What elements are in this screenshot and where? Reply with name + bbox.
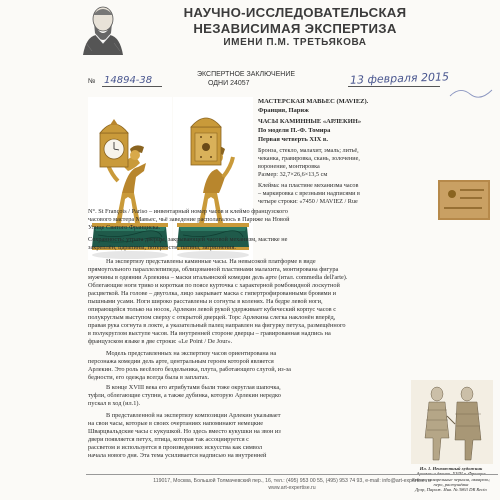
header-line-3: ИМЕНИ П.М. ТРЕТЬЯКОВА <box>223 37 367 48</box>
number-value: 14894-38 <box>104 75 153 86</box>
marks-line-3: четыре строки: «7450 / MAVIEZ / Rue <box>258 198 358 205</box>
marks-cont-2: часового мастера Мавьес, чьё заведение располагалось в Париже на Новой <box>88 216 290 223</box>
p2-line-1: Модель представленных на экспертизу часов ориентирована на <box>106 350 277 357</box>
p4-line-5: рассветом и используется в произведениях искусства как символ <box>88 444 263 451</box>
size-line: Размер: 32,7×26,6×13,5 см <box>258 171 328 178</box>
p1-line-3: мужчины в одеянии Арлекина – маски итальянской комедии дель арте (итал. commedia dell'arte). <box>88 274 348 281</box>
inset-caption-line-3: Бумага, акварельные чернила, акварель; <box>411 476 491 482</box>
conclusion-copies: ОДНИ 24057 <box>208 80 250 87</box>
p3-line-2: туфли, облегающие ступни, а также дубинка, которую Арлекин нередко <box>88 392 281 399</box>
p1-line-10: в полукруглом выступе часов. На внутренней стороне дверцы – гравированная надпись на <box>88 330 331 337</box>
maker-line-2: Франция, Париж <box>258 107 309 114</box>
p1-line-9: правая рука согнута в локте, а указательный палец направлен на фигурку петуха, размещённого <box>88 322 346 329</box>
header-line-2: НЕЗАВИСИМАЯ ЭКСПЕРТИЗА <box>193 21 397 36</box>
materials-line-1: Бронза, стекло, малахит, эмаль; литьё, <box>258 147 359 154</box>
p4-line-3: Шварцвальдские часы с кукушкой. Но здесь вместо кукушки на звон из <box>88 428 281 435</box>
header-line-1: НАУЧНО-ИССЛЕДОВАТЕЛЬСКАЯ <box>183 5 407 20</box>
number-underline <box>102 86 162 87</box>
p4-line-4: двери появляется петух, птица, которая так ассоциируется с <box>88 436 249 443</box>
p1-line-11: французском языке в две строки: «Le Point / De Jour». <box>88 338 233 345</box>
marks-cont-3: Улице Святого Франциска. <box>88 224 161 231</box>
materials-line-3: воронение, монтировка <box>258 163 320 170</box>
p3-line-1: В конце XVIII века его атрибутами были тоже округлая шапочка, <box>106 384 281 391</box>
p1-line-4: Облегающие ноги трико и короткая по поясе курточка с характерной ромбовидной лоскутной <box>88 282 340 289</box>
p1-line-6: пышными усами. Ноги широко расставлены и согнуты в коленях. На бедре левой ноги, <box>88 298 323 305</box>
footer <box>86 478 498 492</box>
footer-website[interactable]: www.art-expertise.ru <box>268 485 316 491</box>
p4-line-1: В представленной на экспертизу композиции Арлекин указывает <box>106 412 281 419</box>
tretyakov-portrait-icon <box>78 3 128 55</box>
p2-line-2: персонажа комедии дель арте, центральным героем которой является <box>88 358 274 365</box>
inset-caption-line-4: перо, растушёвка <box>433 481 469 487</box>
inset-caption-line-1: Ил. 1. Неизвестный художник <box>419 466 483 471</box>
p1-line-1: На экспертизу представлены каминные часы. На невысокой платформе в виде <box>106 258 316 265</box>
maker-line-1: МАСТЕРСКАЯ МАВЬЕС (MAVIEZ). <box>258 98 369 105</box>
model-line: По модели П.-Ф. Томира <box>258 127 331 134</box>
inset-caption-line-2: Арлекин и дзанни. XVIII в. Франция <box>416 471 486 477</box>
footer-address: 119017, Москва, Большой Толмачевский пер., 16, тел.: (495) 953 00 55, (495) 953 74 93, e-mail: info@art-expertise.ru <box>153 478 431 484</box>
materials-line-2: чеканка, гравировка, скань, золочение, <box>258 155 360 162</box>
marks-cont-1: N°. St François / Pariso – инвентарный номер часов и клеймо французского <box>88 208 288 215</box>
object-title: ЧАСЫ КАМИННЫЕ «АРЛЕКИН» <box>258 118 362 125</box>
p4-line-2: на свои часы, которые в своих очертаниях напоминают немецкие <box>88 420 264 427</box>
date-value: 13 февраля 2015 <box>349 70 450 87</box>
date-underline <box>348 86 440 87</box>
marks-line-2: – маркировка с врезными надписями в <box>258 190 360 197</box>
period-line: Первая четверть XIX в. <box>258 136 329 143</box>
condition-1: Сохранность: утрата дверцы, закрывающей часовой механизм, мастике не <box>88 236 288 243</box>
number-label: № <box>88 78 96 85</box>
harlequin-engraving-image <box>411 380 493 464</box>
p1-line-5: расцветкой. На голове – двуголка, лицо закрывает маска с гипертрофированными бровями и <box>88 290 336 297</box>
p1-line-7: опирающейся только на носок, Арлекин левой рукой удерживает кубический корпус часов с <box>88 306 337 313</box>
conclusion-title: ЭКСПЕРТНОЕ ЗАКЛЮЧЕНИЕ <box>197 71 296 78</box>
p1-line-8: полукруглым выступом сверху с открытой дверцей. Торс Арлекина слегка наклонён вперёд, <box>88 314 336 321</box>
p4-line-6: начала нового дня. Эта тема усиливается надписью на внутренней <box>88 452 267 459</box>
condition-2: закреплён, царапины, потертости, патина, загрязнения. <box>88 244 236 251</box>
p3-line-3: пускал в ход (ил.1). <box>88 400 141 407</box>
p2-line-4: бедности, его одежда всегда была в заплатах. <box>88 374 210 381</box>
p2-line-3: Арлекин. Это роль весёлого бездельника, плута, работающего слугой, из-за <box>88 366 291 373</box>
inset-caption-line-5: Дуэр, Париж. Инв. № 3863 DR Recto <box>415 487 487 493</box>
p1-line-2: прямоугольного параллелепипеда, облицованной пластинами малахита, монтирована фигура <box>88 266 339 273</box>
marks-line-1: Клейма: на пластине механизма часов <box>258 182 359 189</box>
footer-divider <box>86 474 498 475</box>
